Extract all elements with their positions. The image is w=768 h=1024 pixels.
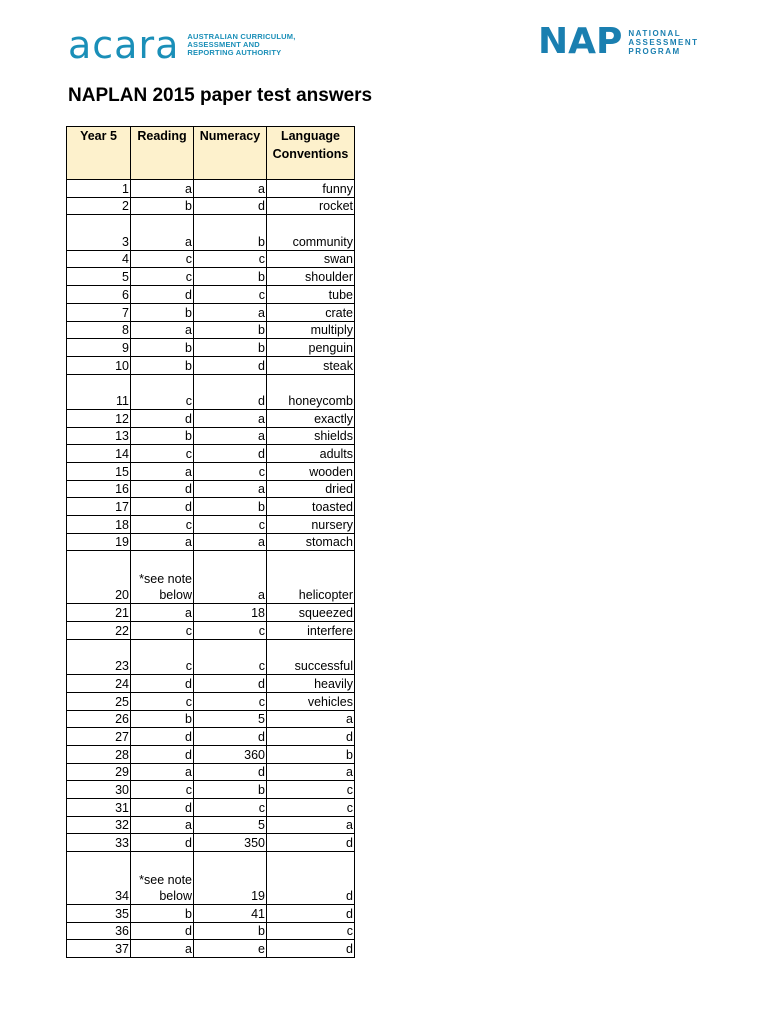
reading-answer-cell: a	[131, 215, 194, 250]
numeracy-answer-cell: d	[194, 675, 267, 693]
numeracy-answer-cell: c	[194, 622, 267, 640]
reading-answer-cell: b	[131, 710, 194, 728]
numeracy-answer-cell: c	[194, 799, 267, 817]
reading-answer-cell: d	[131, 745, 194, 763]
reading-answer-cell: d	[131, 799, 194, 817]
question-number-cell: 1	[67, 180, 131, 198]
language-conventions-answer-cell: a	[267, 710, 355, 728]
table-row	[67, 516, 355, 534]
reading-answer-cell: a	[131, 463, 194, 481]
table-row	[67, 463, 355, 481]
question-number-cell: 8	[67, 321, 131, 339]
question-number-cell: 2	[67, 197, 131, 215]
numeracy-answer-cell: d	[194, 728, 267, 746]
table-row	[67, 197, 355, 215]
question-number-cell: 25	[67, 692, 131, 710]
reading-answer-cell: d	[131, 728, 194, 746]
question-number-cell: 36	[67, 922, 131, 940]
reading-answer-cell: c	[131, 445, 194, 463]
reading-answer-cell: d	[131, 498, 194, 516]
header-numeracy: Numeracy	[194, 127, 267, 180]
question-number-cell: 33	[67, 834, 131, 852]
numeracy-answer-cell: b	[194, 215, 267, 250]
numeracy-answer-cell: b	[194, 498, 267, 516]
numeracy-answer-cell: a	[194, 533, 267, 551]
reading-answer-cell: c	[131, 250, 194, 268]
language-conventions-answer-cell: adults	[267, 445, 355, 463]
language-conventions-answer-cell: swan	[267, 250, 355, 268]
reading-answer-cell: a	[131, 180, 194, 198]
reading-answer-cell: a	[131, 533, 194, 551]
language-conventions-answer-cell: nursery	[267, 516, 355, 534]
question-number-cell: 7	[67, 303, 131, 321]
table-row	[67, 692, 355, 710]
table-row	[67, 268, 355, 286]
numeracy-answer-cell: d	[194, 445, 267, 463]
question-number-cell: 11	[67, 374, 131, 409]
nap-subtitle-line: ASSESSMENT	[628, 37, 699, 47]
reading-answer-cell: c	[131, 781, 194, 799]
question-number-cell: 6	[67, 286, 131, 304]
numeracy-answer-cell: b	[194, 922, 267, 940]
nap-subtitle-line: NATIONAL	[628, 28, 682, 38]
language-conventions-answer-cell: a	[267, 816, 355, 834]
reading-answer-cell: a	[131, 816, 194, 834]
question-number-cell: 13	[67, 427, 131, 445]
table-row	[67, 427, 355, 445]
numeracy-answer-cell: c	[194, 286, 267, 304]
numeracy-answer-cell: a	[194, 180, 267, 198]
table-row	[67, 356, 355, 374]
acara-subtitle-line: REPORTING AUTHORITY	[187, 48, 282, 57]
language-conventions-answer-cell: wooden	[267, 463, 355, 481]
table-row	[67, 710, 355, 728]
question-number-cell: 12	[67, 409, 131, 427]
table-row	[67, 339, 355, 357]
language-conventions-answer-cell: d	[267, 728, 355, 746]
language-conventions-answer-cell: squeezed	[267, 604, 355, 622]
question-number-cell: 17	[67, 498, 131, 516]
reading-answer-cell: a	[131, 940, 194, 958]
table-row	[67, 409, 355, 427]
question-number-cell: 21	[67, 604, 131, 622]
question-number-cell: 27	[67, 728, 131, 746]
table-row	[67, 604, 355, 622]
table-row	[67, 303, 355, 321]
table-row	[67, 622, 355, 640]
language-conventions-answer-cell: penguin	[267, 339, 355, 357]
question-number-cell: 29	[67, 763, 131, 781]
question-number-cell: 37	[67, 940, 131, 958]
table-row	[67, 533, 355, 551]
language-conventions-answer-cell: tube	[267, 286, 355, 304]
table-row	[67, 445, 355, 463]
language-conventions-answer-cell: interfere	[267, 622, 355, 640]
numeracy-answer-cell: d	[194, 763, 267, 781]
numeracy-answer-cell: e	[194, 940, 267, 958]
numeracy-answer-cell: b	[194, 268, 267, 286]
reading-answer-cell: c	[131, 268, 194, 286]
reading-answer-cell: d	[131, 286, 194, 304]
language-conventions-answer-cell: stomach	[267, 533, 355, 551]
question-number-cell: 28	[67, 745, 131, 763]
nap-subtitle-line: PROGRAM	[628, 46, 681, 56]
question-number-cell: 24	[67, 675, 131, 693]
question-number-cell: 32	[67, 816, 131, 834]
numeracy-answer-cell: 5	[194, 816, 267, 834]
answers-table-body	[67, 180, 355, 958]
language-conventions-answer-cell: vehicles	[267, 692, 355, 710]
reading-answer-cell: c	[131, 692, 194, 710]
table-row	[67, 639, 355, 674]
numeracy-answer-cell: c	[194, 250, 267, 268]
numeracy-answer-cell: d	[194, 374, 267, 409]
numeracy-answer-cell: 41	[194, 905, 267, 923]
numeracy-answer-cell: c	[194, 639, 267, 674]
reading-answer-cell: b	[131, 339, 194, 357]
language-conventions-answer-cell: steak	[267, 356, 355, 374]
language-conventions-answer-cell: toasted	[267, 498, 355, 516]
language-conventions-answer-cell: d	[267, 940, 355, 958]
nap-logo	[538, 21, 699, 62]
table-row	[67, 745, 355, 763]
question-number-cell: 10	[67, 356, 131, 374]
reading-answer-cell: c	[131, 639, 194, 674]
reading-answer-cell: d	[131, 834, 194, 852]
reading-answer-cell: c	[131, 374, 194, 409]
table-row	[67, 922, 355, 940]
numeracy-answer-cell: d	[194, 197, 267, 215]
question-number-cell: 31	[67, 799, 131, 817]
language-conventions-answer-cell: c	[267, 922, 355, 940]
acara-subtitle-line: AUSTRALIAN CURRICULUM,	[187, 32, 296, 41]
table-row	[67, 834, 355, 852]
reading-answer-cell: a	[131, 604, 194, 622]
answers-table	[66, 126, 355, 958]
numeracy-answer-cell: a	[194, 427, 267, 445]
acara-logo	[68, 23, 296, 67]
table-row	[67, 374, 355, 409]
language-conventions-answer-cell: exactly	[267, 409, 355, 427]
numeracy-answer-cell: c	[194, 463, 267, 481]
numeracy-answer-cell: 5	[194, 710, 267, 728]
question-number-cell: 15	[67, 463, 131, 481]
reading-answer-cell: a	[131, 321, 194, 339]
numeracy-answer-cell: a	[194, 480, 267, 498]
table-row	[67, 180, 355, 198]
table-row	[67, 728, 355, 746]
table-row	[67, 498, 355, 516]
reading-answer-cell: d	[131, 409, 194, 427]
reading-answer-cell: *see note below	[131, 852, 194, 905]
table-row	[67, 816, 355, 834]
reading-answer-cell: d	[131, 480, 194, 498]
question-number-cell: 19	[67, 533, 131, 551]
reading-answer-cell: d	[131, 922, 194, 940]
table-row	[67, 675, 355, 693]
question-number-cell: 20	[67, 551, 131, 604]
acara-logo-wordmark: acara	[68, 23, 180, 67]
question-number-cell: 14	[67, 445, 131, 463]
table-row	[67, 551, 355, 604]
language-conventions-answer-cell: shoulder	[267, 268, 355, 286]
table-row	[67, 286, 355, 304]
table-row	[67, 799, 355, 817]
table-row	[67, 250, 355, 268]
language-conventions-answer-cell: shields	[267, 427, 355, 445]
language-conventions-answer-cell: heavily	[267, 675, 355, 693]
table-row	[67, 480, 355, 498]
acara-logo-subtitle	[187, 33, 295, 57]
numeracy-answer-cell: a	[194, 551, 267, 604]
question-number-cell: 5	[67, 268, 131, 286]
language-conventions-answer-cell: multiply	[267, 321, 355, 339]
question-number-cell: 23	[67, 639, 131, 674]
language-conventions-answer-cell: honeycomb	[267, 374, 355, 409]
table-row	[67, 905, 355, 923]
table-row	[67, 781, 355, 799]
numeracy-answer-cell: 350	[194, 834, 267, 852]
question-number-cell: 26	[67, 710, 131, 728]
question-number-cell: 35	[67, 905, 131, 923]
question-number-cell: 30	[67, 781, 131, 799]
nap-logo-wordmark: NAP	[538, 21, 623, 62]
language-conventions-answer-cell: c	[267, 781, 355, 799]
reading-answer-cell: b	[131, 427, 194, 445]
language-conventions-answer-cell: c	[267, 799, 355, 817]
numeracy-answer-cell: b	[194, 781, 267, 799]
reading-answer-cell: b	[131, 356, 194, 374]
numeracy-answer-cell: 19	[194, 852, 267, 905]
table-row	[67, 940, 355, 958]
table-row	[67, 852, 355, 905]
language-conventions-answer-cell: d	[267, 905, 355, 923]
reading-answer-cell: a	[131, 763, 194, 781]
question-number-cell: 18	[67, 516, 131, 534]
language-conventions-answer-cell: crate	[267, 303, 355, 321]
numeracy-answer-cell: b	[194, 321, 267, 339]
language-conventions-answer-cell: successful	[267, 639, 355, 674]
language-conventions-answer-cell: community	[267, 215, 355, 250]
language-conventions-answer-cell: dried	[267, 480, 355, 498]
page-title: NAPLAN 2015 paper test answers	[68, 85, 373, 106]
language-conventions-answer-cell: b	[267, 745, 355, 763]
numeracy-answer-cell: 18	[194, 604, 267, 622]
header-language-conventions: Language Conventions	[267, 127, 355, 180]
language-conventions-answer-cell: helicopter	[267, 551, 355, 604]
question-number-cell: 22	[67, 622, 131, 640]
reading-answer-cell: c	[131, 622, 194, 640]
question-number-cell: 4	[67, 250, 131, 268]
language-conventions-answer-cell: d	[267, 834, 355, 852]
language-conventions-answer-cell: a	[267, 763, 355, 781]
table-row	[67, 215, 355, 250]
reading-answer-cell: b	[131, 905, 194, 923]
numeracy-answer-cell: 360	[194, 745, 267, 763]
numeracy-answer-cell: c	[194, 692, 267, 710]
numeracy-answer-cell: b	[194, 339, 267, 357]
reading-answer-cell: c	[131, 516, 194, 534]
reading-answer-cell: *see note below	[131, 551, 194, 604]
nap-logo-subtitle	[628, 29, 698, 56]
acara-subtitle-line: ASSESSMENT AND	[187, 40, 260, 49]
numeracy-answer-cell: a	[194, 409, 267, 427]
language-conventions-answer-cell: rocket	[267, 197, 355, 215]
question-number-cell: 34	[67, 852, 131, 905]
table-row	[67, 321, 355, 339]
table-row	[67, 763, 355, 781]
question-number-cell: 9	[67, 339, 131, 357]
reading-answer-cell: b	[131, 303, 194, 321]
table-header-row	[67, 127, 355, 180]
question-number-cell: 16	[67, 480, 131, 498]
reading-answer-cell: d	[131, 675, 194, 693]
header-reading: Reading	[131, 127, 194, 180]
language-conventions-answer-cell: funny	[267, 180, 355, 198]
reading-answer-cell: b	[131, 197, 194, 215]
header-year5: Year 5	[67, 127, 131, 180]
numeracy-answer-cell: c	[194, 516, 267, 534]
language-conventions-answer-cell: d	[267, 852, 355, 905]
numeracy-answer-cell: a	[194, 303, 267, 321]
question-number-cell: 3	[67, 215, 131, 250]
numeracy-answer-cell: d	[194, 356, 267, 374]
